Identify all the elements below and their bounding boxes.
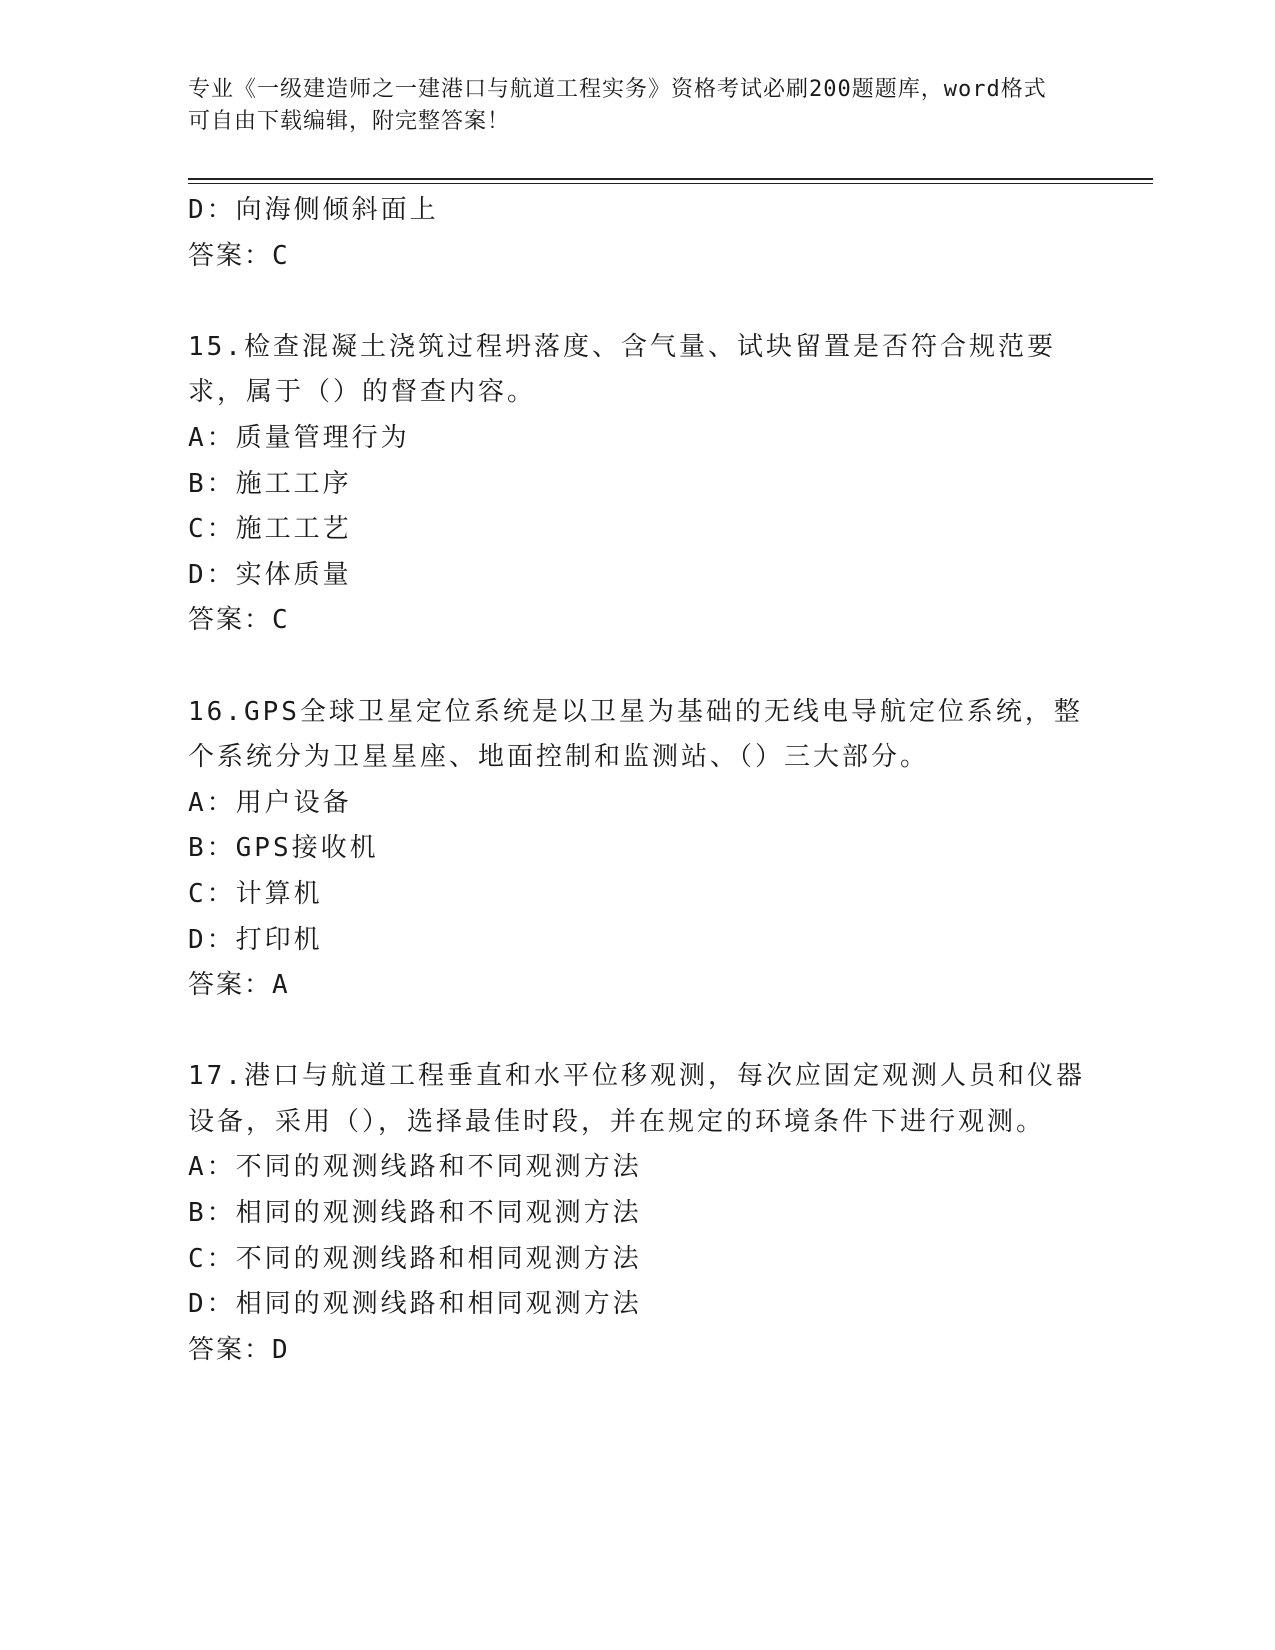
- question-17: [188, 1054, 1088, 1373]
- option-d: D：相同的观测线路和相同观测方法: [188, 1289, 642, 1320]
- question-spacer: [188, 644, 1088, 690]
- question-15: [188, 325, 1088, 644]
- question-stem: 17.港口与航道工程垂直和水平位移观测，每次应固定观测人员和仪器设备，采用（），选择最佳时段，并在规定的环境条件下进行观测。: [188, 1061, 1085, 1137]
- option-c: C：不同的观测线路和相同观测方法: [188, 1243, 642, 1274]
- option-a: A：用户设备: [188, 787, 352, 818]
- document-header: 专业《一级建造师之一建港口与航道工程实务》资格考试必刷200题题库，word格式可自由下载编辑，附完整答案！: [188, 77, 1047, 134]
- header-divider-thick: [188, 178, 1153, 180]
- option-d: D：打印机: [188, 924, 323, 955]
- option-d: D：实体质量: [188, 559, 352, 590]
- question-14-tail: [188, 188, 1088, 279]
- answer-line: 答案：C: [188, 240, 290, 271]
- question-list: [188, 188, 1088, 1373]
- option-a: A：质量管理行为: [188, 422, 410, 453]
- option-c: C：计算机: [188, 878, 323, 909]
- option-a: A：不同的观测线路和不同观测方法: [188, 1152, 642, 1183]
- answer-line: 答案：A: [188, 970, 290, 1001]
- question-spacer: [188, 1009, 1088, 1055]
- header-divider-thin: [188, 183, 1153, 184]
- question-spacer: [188, 279, 1088, 325]
- question-16: [188, 690, 1088, 1009]
- question-stem: 15.检查混凝土浇筑过程坍落度、含气量、试块留置是否符合规范要求，属于（）的督查内容。: [188, 331, 1056, 408]
- question-stem: 16.GPS全球卫星定位系统是以卫星为基础的无线电导航定位系统，整个系统分为卫星星座、地面控制和监测站、（）三大部分。: [188, 696, 1083, 773]
- option-d: D：向海侧倾斜面上: [188, 195, 439, 225]
- option-c: C：施工工艺: [188, 514, 352, 545]
- answer-line: 答案：D: [188, 1334, 290, 1365]
- answer-line: 答案：C: [188, 605, 290, 636]
- option-b: B：施工工序: [188, 468, 352, 499]
- option-b: B：GPS接收机: [188, 833, 379, 864]
- option-b: B：相同的观测线路和不同观测方法: [188, 1198, 642, 1229]
